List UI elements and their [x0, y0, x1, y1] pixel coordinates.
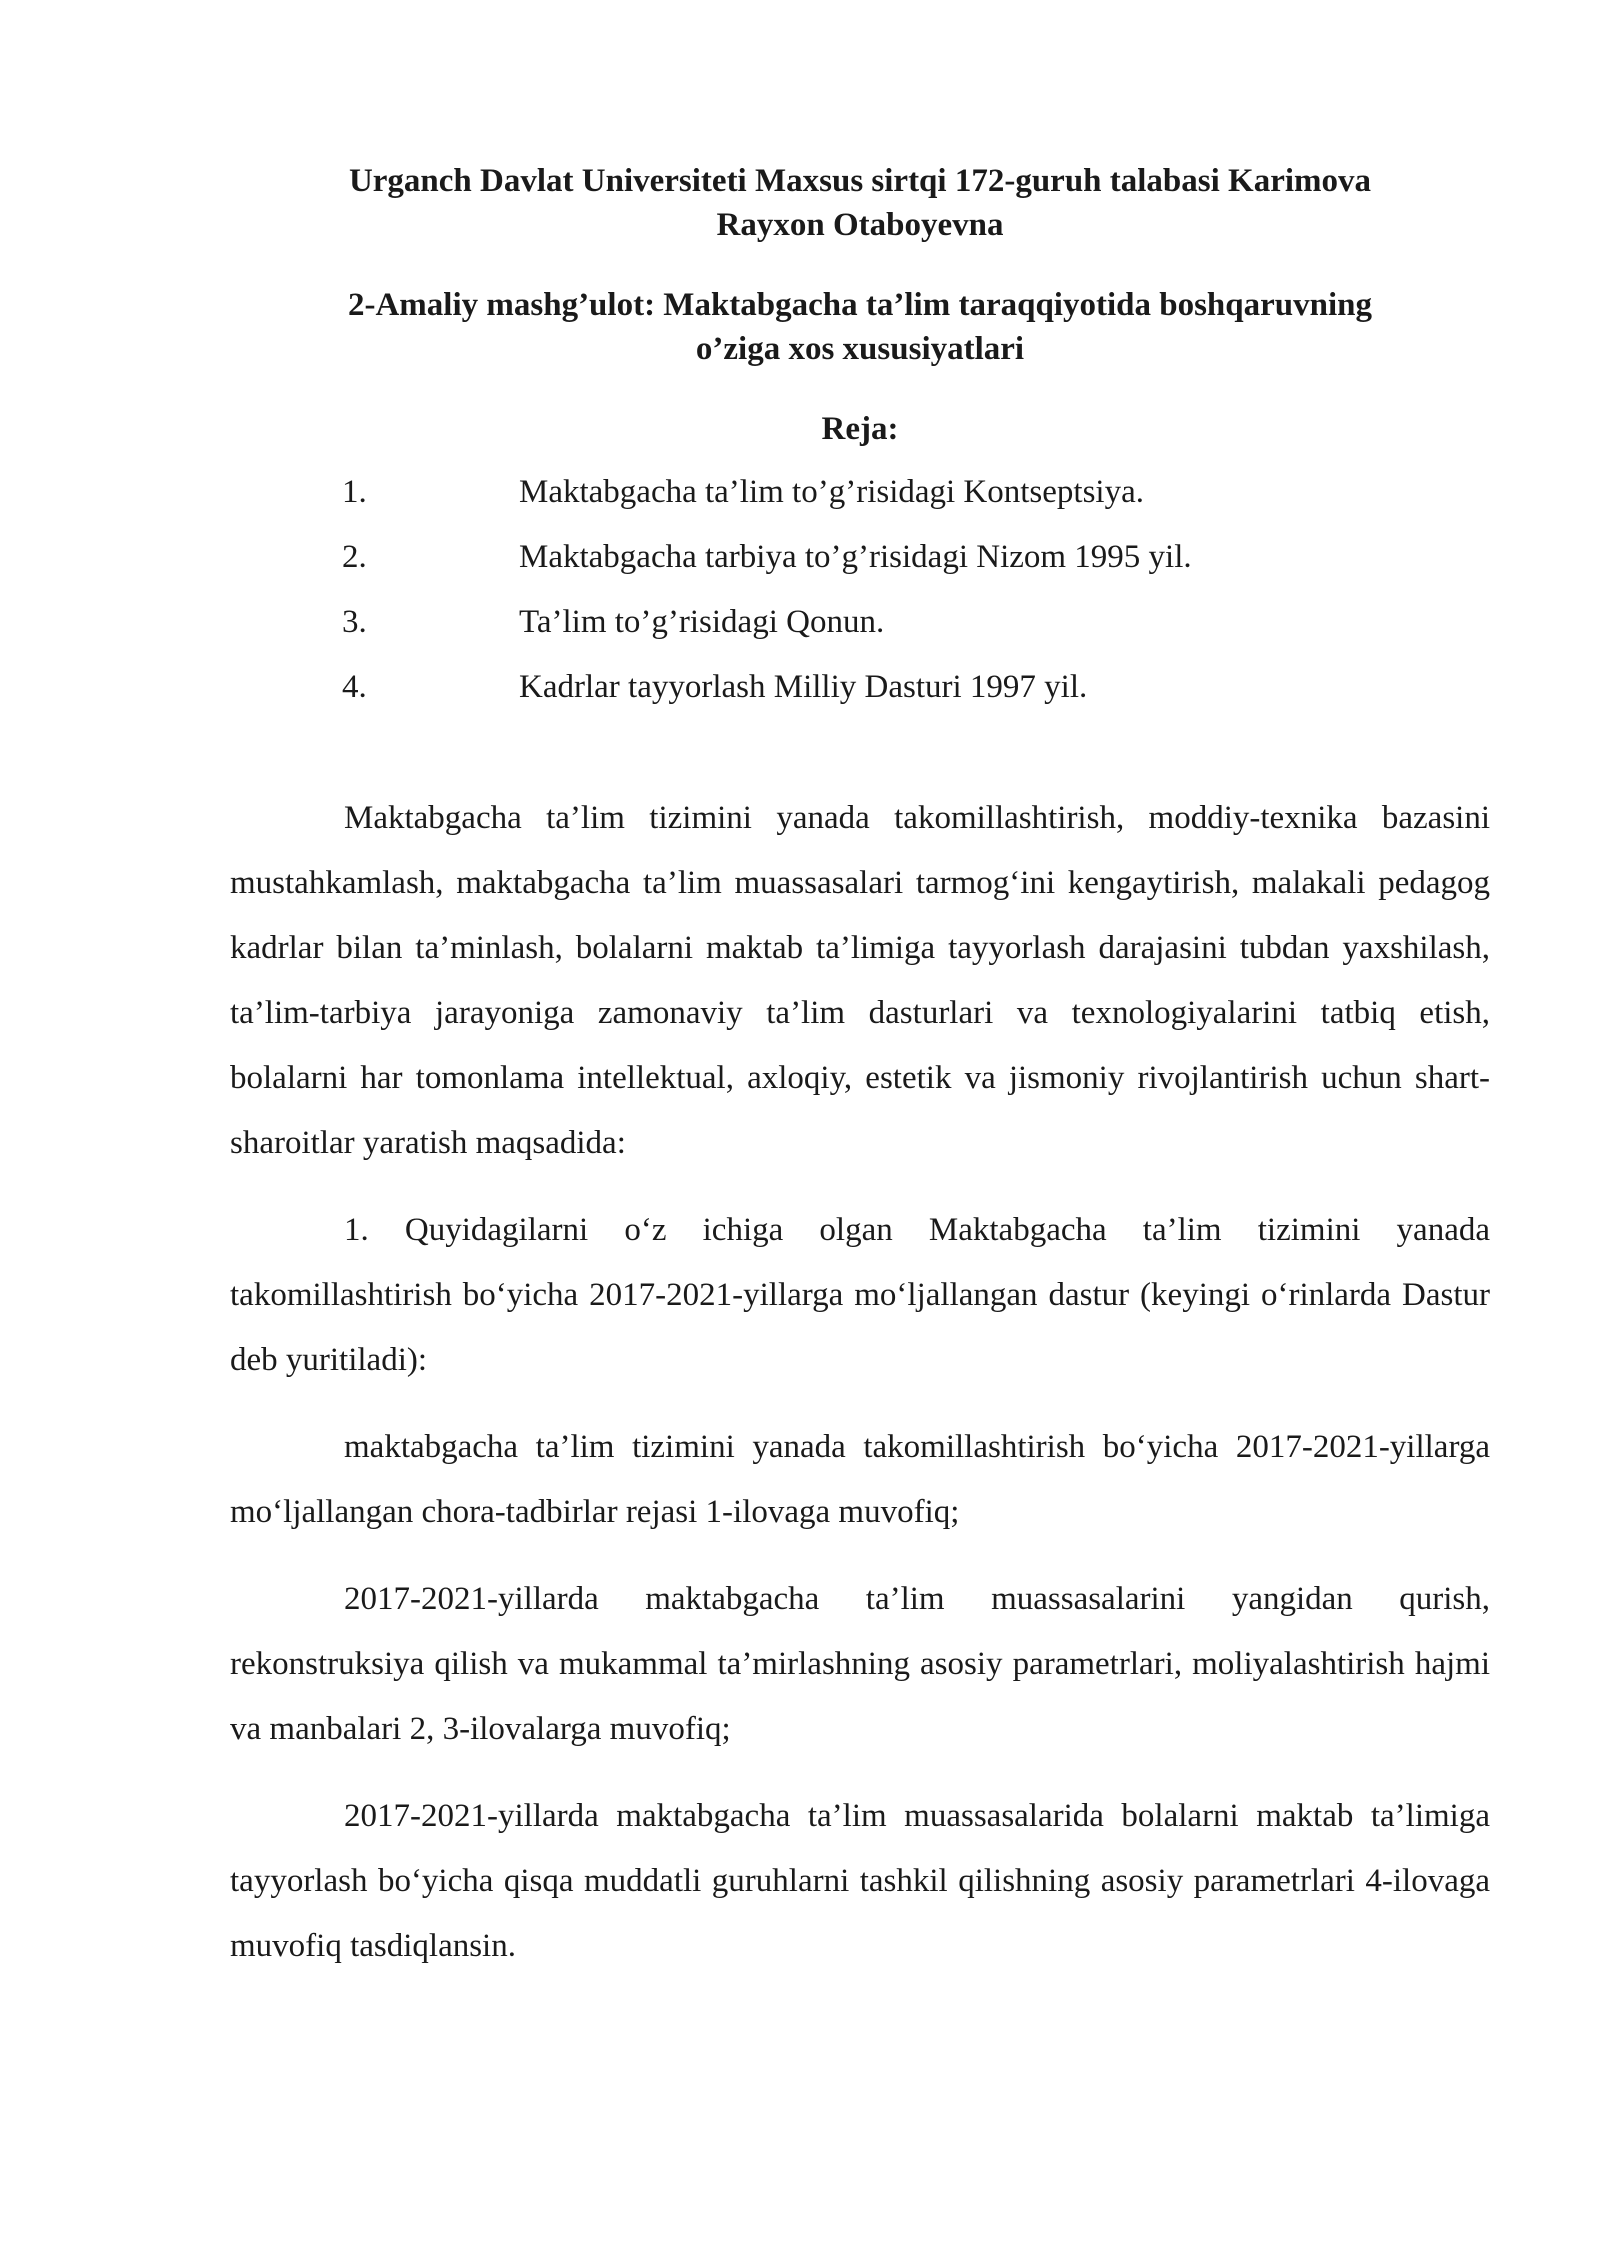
body-paragraph: Maktabgacha ta’lim tizimini yanada takomillashtirish, moddiy-texnika bazasini mustahkamlash, maktabgacha ta’lim muassasalari tarmog‘ini kengaytirish, malakali pedagog kadrlar bilan ta’minlash, bolalarni maktab ta’limiga tayyorlash darajasini tubdan yaxshilash, ta’lim-tarbiya jarayoniga zamonaviy ta’lim dasturlari va texnologiyalarini tatbiq etish, bolalarni har tomonlama intellektual, axloqiy, estetik va jismoniy rivojlantirish uchun shart-sharoitlar yaratish maqsadida: — [230, 800, 1490, 1161]
plan-item-number: 1. — [342, 474, 367, 510]
plan-item — [0, 655, 1600, 720]
plan-title: Reja: — [821, 411, 899, 447]
plan-item-number: 2. — [342, 539, 367, 575]
topic-line-1: 2-Amaliy mashg’ulot: Maktabgacha ta’lim taraqqiyotida boshqaruvning — [347, 287, 1372, 323]
plan-item — [0, 460, 1600, 525]
author-line-2: Rayxon Otaboyevna — [716, 207, 1004, 243]
body-paragraph: 1. Quyidagilarni o‘z ichiga olgan Maktabgacha ta’lim tizimini yanada takomillashtirish bo‘yicha 2017-2021-yillarga mo‘ljallangan dastur (keyingi o‘rinlarda Dastur deb yuritiladi): — [230, 1212, 1490, 1378]
body-text — [230, 786, 1490, 1979]
plan-item — [0, 590, 1600, 655]
topic-line-2: o’ziga xos xususiyatlari — [695, 331, 1025, 367]
plan-item-number: 3. — [342, 604, 367, 640]
plan-item-number: 4. — [342, 669, 367, 705]
body-paragraph: 2017-2021-yillarda maktabgacha ta’lim muassasalarini yangidan qurish, rekonstruksiya qilish va mukammal ta’mirlashning asosiy parametrlari, moliyalashtirish hajmi va manbalari 2, 3-ilovalarga muvofiq; — [230, 1581, 1490, 1747]
plan-item-text: Kadrlar tayyorlash Milliy Dasturi 1997 yil. — [519, 669, 1088, 705]
plan-item — [0, 525, 1600, 590]
plan-item-text: Ta’lim to’g’risidagi Qonun. — [519, 604, 885, 640]
plan-item-text: Maktabgacha tarbiya to’g’risidagi Nizom 1995 yil. — [519, 539, 1192, 575]
plan-list — [0, 460, 1600, 720]
body-paragraph: maktabgacha ta’lim tizimini yanada takomillashtirish bo‘yicha 2017-2021-yillarga mo‘ljallangan chora-tadbirlar rejasi 1-ilovaga muvofiq; — [230, 1429, 1490, 1530]
author-line-1: Urganch Davlat Universiteti Maxsus sirtqi 172-guruh talabasi Karimova — [348, 163, 1372, 199]
body-paragraph: 2017-2021-yillarda maktabgacha ta’lim muassasalarida bolalarni maktab ta’limiga tayyorlash bo‘yicha qisqa muddatli guruhlarni tashkil qilishning asosiy parametrlari 4-ilovaga muvofiq tasdiqlansin. — [230, 1798, 1490, 1964]
plan-item-text: Maktabgacha ta’lim to’g’risidagi Kontseptsiya. — [519, 474, 1145, 510]
